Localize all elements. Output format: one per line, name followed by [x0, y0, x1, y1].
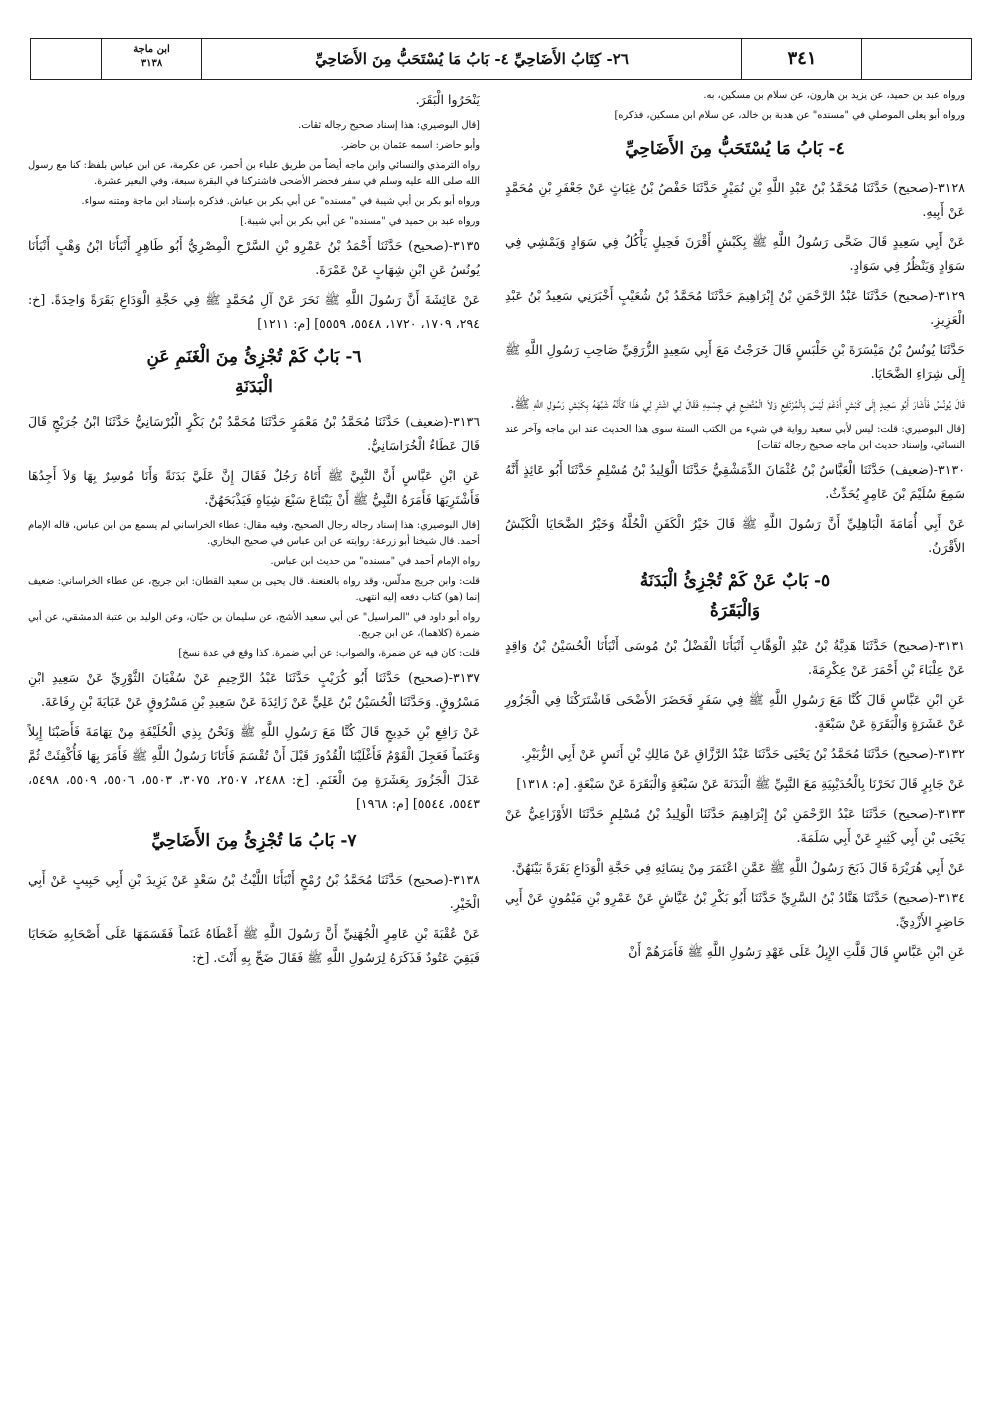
page-header: [30, 38, 972, 80]
hadith-3133-chain: ٣١٣٣-(صحيح) حَدَّثَنَا عَبْدُ الرَّحْمَنِ بْنُ إِبْرَاهِيمَ حَدَّثَنَا الْوَلِيدُ بْنُ مُسْلِمٍ حَدَّثَنَا الأَوْزَاعِيُّ عَنْ يَحْيَى بْنِ أَبِي كَثِيرٍ عَنْ أَبِي سَلَمَةَ.: [505, 806, 965, 845]
chapter-heading-6-line1: ٦- بَابٌ كَمْ تُجْزِئُ مِنَ الْغَنَمِ عَنِ: [146, 347, 362, 367]
header-empty-left: [31, 39, 101, 79]
footnote: رواه الإمام أحمد في "مسنده" من حديث ابن عباس.: [270, 556, 480, 567]
hadith-3134-chain: ٣١٣٤-(صحيح) حَدَّثَنَا هَنَّادُ بْنُ السَّرِيِّ حَدَّثَنَا أَبُو بَكْرِ بْنُ عَيَّاشٍ عَنْ عَمْرِو بْنِ مَيْمُونٍ عَنْ أَبِي حَاضِرٍ الأَزْدِيِّ.: [505, 890, 965, 929]
hadith-3130-chain: ٣١٣٠-(ضعيف) حَدَّثَنَا الْعَبَّاسُ بْنُ عُثْمَانَ الدِّمَشْقِيُّ حَدَّثَنَا الْوَلِيدُ بْنُ مُسْلِمٍ حَدَّثَنَا أَبُو عَائِذٍ أَنَّهُ سَمِعَ سُلَيْمَ بْنَ عَامِرٍ يُحَدِّثُ.: [505, 462, 965, 501]
hadith-3128-text: عَنْ أَبِي سَعِيدٍ قَالَ ضَحَّى رَسُولُ اللَّهِ ﷺ بِكَبْشٍ أَقْرَنَ فَحِيلٍ يَأْكُلُ فِي سَوَادٍ وَيَمْشِي فِي سَوَادٍ وَيَنْظُرُ فِي سَوَادٍ.: [505, 234, 965, 273]
footnote: ورواه عبد بن حميد في "مسنده" عن أبي بكر بن أبي شيبة.]: [240, 216, 480, 227]
hadith-3129-text-2: قَالَ يُونُسُ فَأَشَارَ أَبُو سَعِيدٍ إِلَى كَبْشٍ أَدْغَمَ لَيْسَ بِالْمُرْتَفِعِ وَلاَ الْمُتَّضِعِ فِي جِسْمِهِ فَقَالَ لِي اشْتَرِ لِي هَذَا كَأَنَّهُ شَبَّهَهُ بِكَبْشِ رَسُولِ اللَّهِ ﷺ.: [510, 396, 965, 411]
hadith-3137-chain: ٣١٣٧-(صحيح) حَدَّثَنَا أَبُو كُرَيْبٍ حَدَّثَنَا عَبْدُ الرَّحِيمِ عَنْ سُفْيَانَ الثَّوْرِيِّ عَنْ سَعِيدِ ابْنِ مَسْرُوقٍ. وَحَدَّثَنَا الْحُسَيْنُ بْنُ عَلِيٍّ عَنْ زَائِدَةَ عَنْ سَعِيدِ بْنِ مَسْرُوقٍ عَنْ عَبَايَةَ بْنِ رِفَاعَةَ.: [28, 670, 480, 709]
footnote: ورواه عبد بن حميد، عن يزيد بن هارون، عن سلام بن مسكين، به.: [703, 90, 965, 101]
footnote: ورواه أبو بكر بن أبي شيبة في "مسنده" عن أبي بكر بن عياش. فذكره بإسناد ابن ماجة ومتنه سواء.: [81, 196, 480, 207]
footnote: وأبو حاضر: اسمه عثمان بن حاضر.: [340, 140, 480, 151]
hadith-3136-text: عَنِ ابْنِ عَبَّاسٍ أَنَّ النَّبِيَّ ﷺ أَتَاهُ رَجُلٌ فَقَالَ إِنَّ عَلَيَّ بَدَنَةً وَأَنَا مُوسِرٌ بِهَا وَلاَ أَجِدُهَا فَأَشْتَرِيَهَا فَأَمَرَهُ النَّبِيُّ ﷺ أَنْ يَبْتَاعَ سَبْعَ شِيَاهٍ فَيَذْبَحَهُنَّ.: [28, 468, 480, 507]
hadith-3133-text: عَنْ أَبِي هُرَيْرَةَ قَالَ ذَبَحَ رَسُولُ اللَّهِ ﷺ عَمَّنِ اعْتَمَرَ مِنْ نِسَائِهِ فِي حَجَّةِ الْوَدَاعِ بَقَرَةً بَيْنَهُنَّ.: [511, 860, 965, 875]
hadith-3132-chain: ٣١٣٢-(صحيح) حَدَّثَنَا مُحَمَّدُ بْنُ يَحْيَى حَدَّثَنَا عَبْدُ الرَّزَّاقِ عَنْ مَالِكِ بْنِ أَنَسٍ عَنْ أَبِي الزُّبَيْرِ.: [521, 746, 965, 761]
hadith-3134-text: عَنِ ابْنِ عَبَّاسٍ قَالَ قَلَّتِ الإِبِلُ عَلَى عَهْدِ رَسُولِ اللَّهِ ﷺ فَأَمَرَهُمْ أَنْ: [628, 944, 965, 959]
footnote: [قال البوصيري: هذا إسناد صحيح رجاله ثقات.: [298, 120, 480, 131]
hadith-3137-text: عَنْ رَافِعِ بْنِ خَدِيجٍ قَالَ كُنَّا مَعَ رَسُولِ اللَّهِ ﷺ وَنَحْنُ بِذِي الْحُلَيْفَةِ مِنْ تِهَامَةَ فَأَصَبْنَا إِبِلاً وَغَنَماً فَعَجِلَ الْقَوْمُ فَأَغْلَيْنَا الْقُدُورَ قَبْلَ أَنْ تُقْسَمَ فَأَتَانَا رَسُولُ اللَّهِ ﷺ فَأَمَرَ بِهَا فَأُكْفِئَتْ ثُمَّ عَدَلَ الْجَزُورَ بِعَشَرَةٍ مِنَ الْغَنَمِ. [خ: ٢٤٨٨، ٢٥٠٧، ٣٠٧٥، ٥٥٠٣، ٥٥٠٦، ٥٥٠٩، ٥٤٩٨، ٥٥٤٣، ٥٥٤٤] [م: ١٩٦٨]: [28, 724, 480, 811]
footnote: رواه أبو داود في "المراسيل" عن أبي سعيد الأشج، عن سليمان بن حيّان، وعن الوليد بن عتبة الدمشقي، عن أبي ضمرة (كلاهما)، عن ابن جريج.: [28, 612, 480, 639]
hadith-3131-text: عَنِ ابْنِ عَبَّاسٍ قَالَ كُنَّا مَعَ رَسُولِ اللَّهِ ﷺ فِي سَفَرٍ فَحَضَرَ الأَضْحَى فَاشْتَرَكْنَا فِي الْجَزُورِ عَنْ عَشَرَةٍ وَالْبَقَرَةِ عَنْ سَبْعَةٍ.: [505, 692, 965, 731]
footnote: رواه الترمذي والنسائي وابن ماجه أيضاً من طريق علباء بن أحمر، عن عكرمة، عن ابن عباس بلفظ: كنا مع رسول الله صلى الله عليه وسلم في سفر فحضر الأضحى فاشتركنا في البقرة سبعة، وفي البعير عشرة.: [28, 160, 480, 187]
footnote: قلت: وابن جريج مدلّس، وقد رواه بالعنعنة. قال يحيى بن سعيد القطان: ابن جريج، عن عطاء الخراساني: ضعيف إنما (هو) كتاب دفعه إليه انتهى.: [28, 576, 480, 603]
chapter-heading-7: ٧- بَابُ مَا تُجْزِئُ مِنَ الأَضَاحِيِّ: [151, 831, 357, 851]
ibn-majah-label: ابن ماجة: [133, 44, 170, 55]
hadith-3132-text: عَنْ جَابِرٍ قَالَ نَحَرْنَا بِالْحُدَيْبِيَةِ مَعَ النَّبِيِّ ﷺ الْبَدَنَةَ عَنْ سَبْعَةٍ وَالْبَقَرَةَ عَنْ سَبْعَةٍ. [م: ١٣١٨]: [516, 776, 965, 791]
hadith-3138-chain: ٣١٣٨-(صحيح) حَدَّثَنَا مُحَمَّدُ بْنُ رُمْحٍ أَنْبَأَنَا اللَّيْثُ بْنُ سَعْدٍ عَنْ يَزِيدَ بْنِ أَبِي حَبِيبٍ عَنْ أَبِي الْخَيْرِ.: [28, 872, 480, 911]
footnote: قلت: كان فيه عن ضمرة، والصواب: عن أبي ضمرة. كذا وقع في عدة نسخ]: [178, 648, 480, 659]
ibn-majah-number: ٣١٣٨: [140, 58, 163, 69]
hadith-3136-chain: ٣١٣٦-(ضعيف) حَدَّثَنَا مُحَمَّدُ بْنُ مَعْمَرٍ حَدَّثَنَا مُحَمَّدُ بْنُ بَكْرٍ الْبُرْسَانِيُّ حَدَّثَنَا ابْنُ جُرَيْجٍ قَالَ قَالَ عَطَاءٌ الْخُرَاسَانِيُّ.: [28, 414, 480, 453]
chapter-title: ٢٦- كِتَابُ الأَضَاحِيِّ ٤- بَابُ مَا يُسْتَحَبُّ مِنَ الأَضَاحِيِّ: [201, 39, 742, 79]
chapter-heading-6-line2: الْبَدَنَةِ: [235, 377, 273, 397]
footnote: [قال البوصيري: هذا إسناد رجاله رجال الصحيح، وفيه مقال: عطاء الخراساني لم يسمع من ابن عباس، قاله الإمام أحمد. قال شيخنا أبو زرعة: روايته عن ابن عباس في صحيح البخاري.: [28, 520, 480, 547]
chapter-heading-5-line2: وَالْبَقَرَةُ: [709, 601, 761, 621]
hadith-3128-chain: ٣١٢٨-(صحيح) حَدَّثَنَا مُحَمَّدُ بْنُ عَبْدِ اللَّهِ بْنِ نُمَيْرٍ حَدَّثَنَا حَفْصُ بْنُ غِيَاثٍ عَنْ جَعْفَرِ بْنِ مُحَمَّدٍ عَنْ أَبِيهِ.: [505, 180, 965, 219]
chapter-heading-5-line1: ٥- بَابٌ عَنْ كَمْ تُجْزِئُ الْبَدَنَةُ: [639, 571, 831, 591]
footnote: ورواه أبو يعلى الموصلي في "مسنده" عن هدبة بن خالد، عن سلام ابن مسكين، فذكره]: [614, 110, 965, 121]
right-column: [505, 88, 965, 970]
hadith-3135-chain: ٣١٣٥-(صحيح) حَدَّثَنَا أَحْمَدُ بْنُ عَمْرِو بْنِ السَّرْحِ الْمِصْرِيُّ أَبُو طَاهِرٍ أَنْبَأَنَا ابْنُ وَهْبٍ أَنْبَأَنَا يُونُسُ عَنِ ابْنِ شِهَابٍ عَنْ عَمْرَةَ.: [28, 238, 480, 277]
hadith-3129-note: [قال البوصيري: قلت: ليس لأبي سعيد رواية في شيء من الكتب الستة سوى هذا الحديث عند ابن ماجه وآخر عند النسائي، وإسناد حديث ابن ماجه صحيح رجاله ثقات]: [505, 424, 965, 451]
chapter-heading-4: ٤- بَابُ مَا يُسْتَحَبُّ مِنَ الأَضَاحِيِّ: [625, 139, 845, 159]
header-empty-right: [861, 39, 972, 79]
hadith-3130-text: عَنْ أَبِي أُمَامَةَ الْبَاهِلِيِّ أَنَّ رَسُولَ اللَّهِ ﷺ قَالَ خَيْرُ الْكَفَنِ الْحُلَّةُ وَخَيْرُ الضَّحَايَا الْكَبْشُ الأَقْرَنُ.: [505, 516, 965, 555]
continued-text: يَنْحَرُوا الْبَقَرَ.: [415, 92, 480, 107]
page-number: ٣٤١: [741, 39, 862, 79]
chapter-heading-6: [28, 342, 480, 402]
ibn-majah-box: [101, 39, 201, 79]
hadith-3135-text: عَنْ عَائِشَةَ أَنَّ رَسُولَ اللَّهِ ﷺ نَحَرَ عَنْ آلِ مُحَمَّدٍ ﷺ فِي حَجَّةِ الْوَدَاعِ بَقَرَةً وَاحِدَةً. [خ: ٢٩٤، ١٧٠٩، ١٧٢٠، ٥٥٤٨، ٥٥٥٩] [م: ١٢١١]: [28, 292, 480, 331]
chapter-heading-5: [505, 566, 965, 626]
hadith-3129-chain: ٣١٢٩-(صحيح) حَدَّثَنَا عَبْدُ الرَّحْمَنِ بْنُ إِبْرَاهِيمَ حَدَّثَنَا مُحَمَّدُ بْنُ شُعَيْبٍ أَخْبَرَنِي سَعِيدُ بْنُ عَبْدِ الْعَزِيزِ.: [505, 288, 965, 327]
left-column: [28, 88, 480, 976]
hadith-3138-text: عَنْ عُقْبَةَ بْنِ عَامِرٍ الْجُهَنِيِّ أَنَّ رَسُولَ اللَّهِ ﷺ أَعْطَاهُ غَنَماً فَقَسَمَهَا عَلَى أَصْحَابِهِ ضَحَايَا فَبَقِيَ عَتُودٌ فَذَكَرَهُ لِرَسُولِ اللَّهِ ﷺ فَقَالَ ضَحِّ بِهِ أَنْتَ. [خ:: [28, 926, 480, 965]
hadith-3129-text: حَدَّثَنَا يُونُسُ بْنُ مَيْسَرَةَ بْنِ حَلْبَسٍ قَالَ خَرَجْتُ مَعَ أَبِي سَعِيدٍ الزُّرَقِيِّ صَاحِبِ رَسُولِ اللَّهِ ﷺ إِلَى شِرَاءِ الضَّحَايَا.: [505, 342, 965, 381]
hadith-3131-chain: ٣١٣١-(صحيح) حَدَّثَنَا هَدِيَّةُ بْنُ عَبْدِ الْوَهَّابِ أَنْبَأَنَا الْفَضْلُ بْنُ مُوسَى أَنْبَأَنَا الْحُسَيْنُ بْنُ وَاقِدٍ عَنْ عِلْبَاءَ بْنِ أَحْمَرَ عَنْ عِكْرِمَةَ.: [505, 638, 965, 677]
